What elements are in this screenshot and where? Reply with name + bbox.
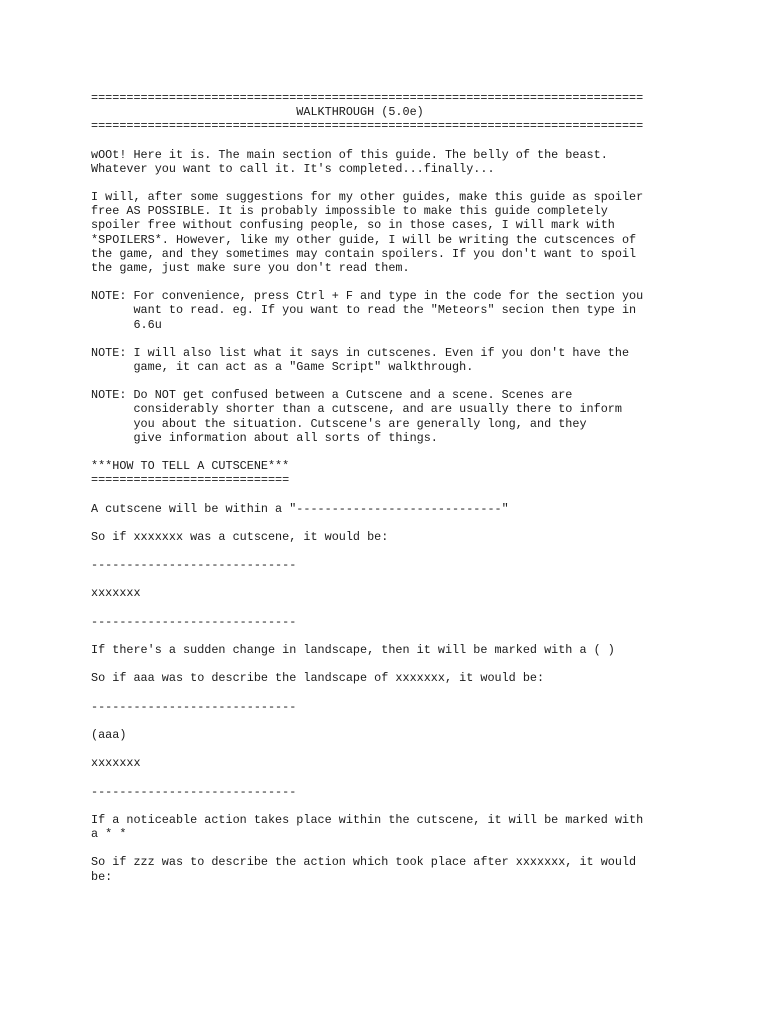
walkthrough-text: ============================================================================== WALKTHROUGH (5.0e) ============================================================================== wOOt! Here it is. The main section of this guide. The belly of the beast. Whatever you want to call it. It's completed...finally... I will, after some suggestions for my other guides, make this guide as spoiler free AS POSSIBLE. It is probably impossible to make this guide completely spoiler free without confusing people, so in those cases, I will mark with *SPOILERS*. However, like my other guide, I will be writing the cutscences of the game, and they sometimes may contain spoilers. If you don't want to spoil the game, just make sure you don't read them. NOTE: For convenience, press Ctrl + F and type in the code for the section you want to read. eg. If you want to read the "Meteors" secion then type in 6.6u NOTE: I will also list what it says in cutscenes. Even if you don't have the game, it can act as a "Game Script" walkthrough. NOTE: Do NOT get confused between a Cutscene and a scene. Scenes are considerably shorter than a cutscene, and are usually there to inform you about the situation. Cutscene's are generally long, and they give information about all sorts of things. ***HOW TO TELL A CUTSCENE*** ============================ A cutscene will be within a "-----------------------------" So if xxxxxxx was a cutscene, it would be: ----------------------------- xxxxxxx ----------------------------- If there's a sudden change in landscape, then it will be marked with a ( ) So if aaa was to describe the landscape of xxxxxxx, it would be: ----------------------------- (aaa) xxxxxxx ----------------------------- If a noticeable action takes place within the cutscene, it will be marked with a * * So if zzz was to describe the action which took place after xxxxxxx, it would be: — [91, 91, 644, 884]
